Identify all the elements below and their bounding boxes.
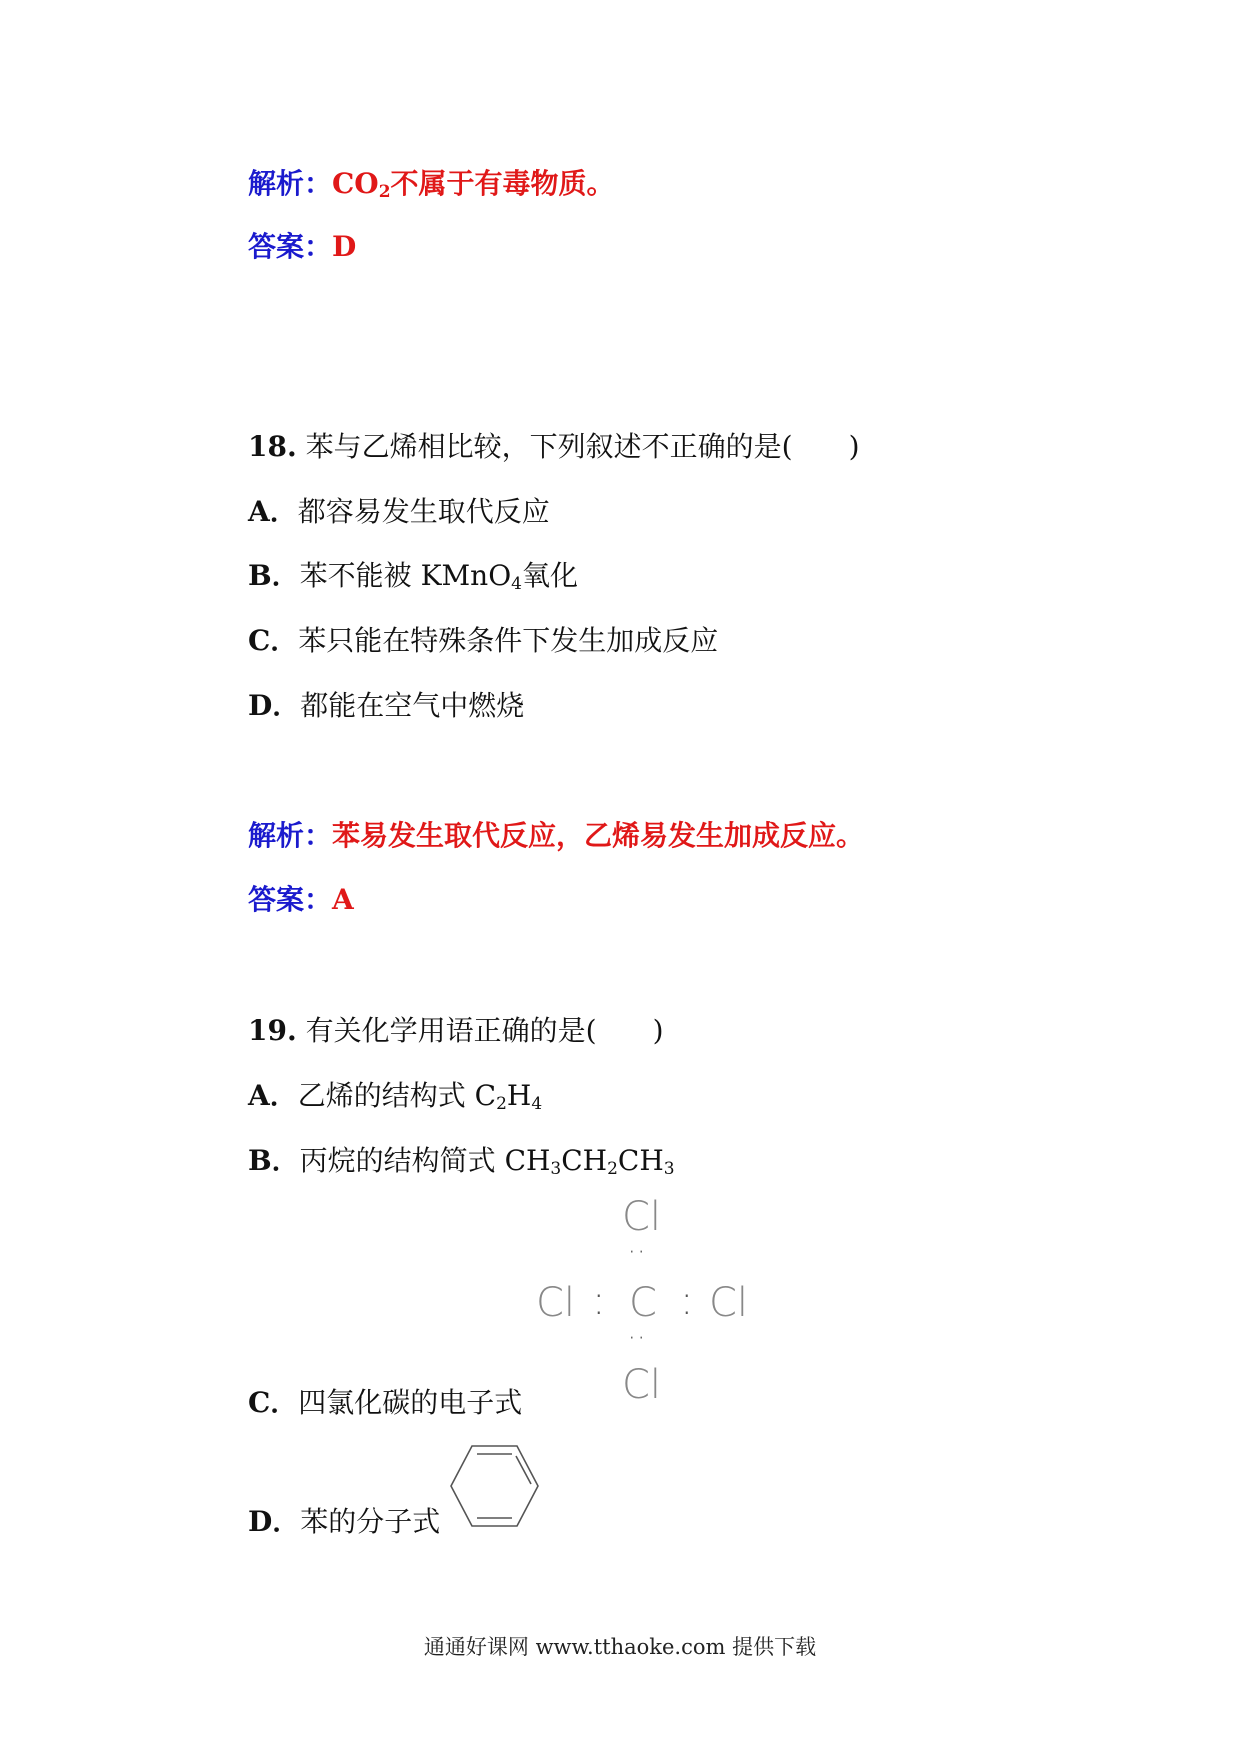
answer-line-co2 bbox=[248, 229, 356, 265]
option-a bbox=[248, 1078, 542, 1114]
analysis-line-co2 bbox=[248, 166, 615, 202]
question-18-stem: 18. 苯与乙烯相比较，下列叙述不正确的是( ) bbox=[248, 430, 860, 463]
option-d bbox=[248, 1504, 440, 1540]
option-text: 都容易发生取代反应 bbox=[297, 495, 550, 528]
option-a bbox=[248, 494, 550, 530]
benzene-ring-structure bbox=[447, 1440, 542, 1532]
analysis-label: 解析： bbox=[248, 819, 333, 852]
page-footer: 通通好课网 www.tthaoke.com 提供下载 bbox=[423, 1635, 817, 1659]
option-letter: B． bbox=[248, 1144, 300, 1177]
option-c bbox=[248, 1385, 522, 1421]
option-text: 都能在空气中燃烧 bbox=[300, 689, 525, 722]
electron-formula-center-c: C bbox=[629, 1280, 657, 1326]
analysis-line-18 bbox=[248, 818, 864, 854]
answer-value: A bbox=[332, 883, 354, 916]
option-d bbox=[248, 688, 524, 724]
answer-line-18 bbox=[248, 882, 354, 918]
answer-value: D bbox=[332, 230, 357, 263]
option-b bbox=[248, 1143, 675, 1179]
option-letter: B． bbox=[248, 559, 300, 592]
analysis-label: 解析： bbox=[248, 167, 333, 200]
electron-formula-top-cl: Cl bbox=[622, 1194, 662, 1240]
question-19-stem: 19. 有关化学用语正确的是( ) bbox=[248, 1014, 664, 1047]
option-letter: C． bbox=[248, 1386, 299, 1419]
option-b bbox=[248, 558, 578, 594]
option-letter: D． bbox=[248, 689, 301, 722]
electron-formula-left-cl: Cl bbox=[536, 1280, 576, 1326]
option-text: 苯只能在特殊条件下发生加成反应 bbox=[298, 624, 719, 657]
question-stem: 苯与乙烯相比较，下列叙述不正确的是( bbox=[305, 430, 793, 463]
analysis-text: 苯易发生取代反应，乙烯易发生加成反应。 bbox=[332, 819, 865, 852]
electron-formula-left-colon: : bbox=[592, 1278, 606, 1324]
option-text: 乙烯的结构式 $C_2H_4$ bbox=[297, 1079, 543, 1114]
option-letter: C． bbox=[248, 624, 299, 657]
option-text: 丙烷的结构简式 $CH_3CH_2CH_3$ bbox=[299, 1144, 675, 1179]
benzene-ring-outline bbox=[451, 1446, 538, 1526]
option-text: 苯不能被 KMnO$_4$氧化 bbox=[299, 559, 578, 594]
electron-formula-bottom-cl: Cl bbox=[622, 1362, 662, 1408]
electron-formula-bottom-dots: ·· bbox=[627, 1321, 647, 1356]
answer-label: 答案： bbox=[248, 883, 333, 916]
answer-label: 答案： bbox=[248, 230, 333, 263]
option-letter: A． bbox=[248, 1079, 298, 1112]
answer-blank bbox=[793, 430, 849, 463]
option-letter: A． bbox=[248, 495, 298, 528]
question-stem: 有关化学用语正确的是( bbox=[305, 1014, 597, 1047]
analysis-text: $CO_2$不属于有毒物质。 bbox=[332, 167, 615, 202]
electron-formula-right-colon: : bbox=[680, 1278, 694, 1324]
option-letter: D． bbox=[248, 1505, 301, 1538]
question-number: 19. bbox=[248, 1014, 297, 1047]
electron-formula-right-cl: Cl bbox=[709, 1280, 749, 1326]
question-number: 18. bbox=[248, 430, 297, 463]
option-c bbox=[248, 623, 718, 659]
option-text: 四氯化碳的电子式 bbox=[298, 1386, 523, 1419]
option-text: 苯的分子式 bbox=[300, 1505, 441, 1538]
electron-formula-top-dots: ·· bbox=[627, 1235, 647, 1270]
answer-blank bbox=[597, 1014, 653, 1047]
